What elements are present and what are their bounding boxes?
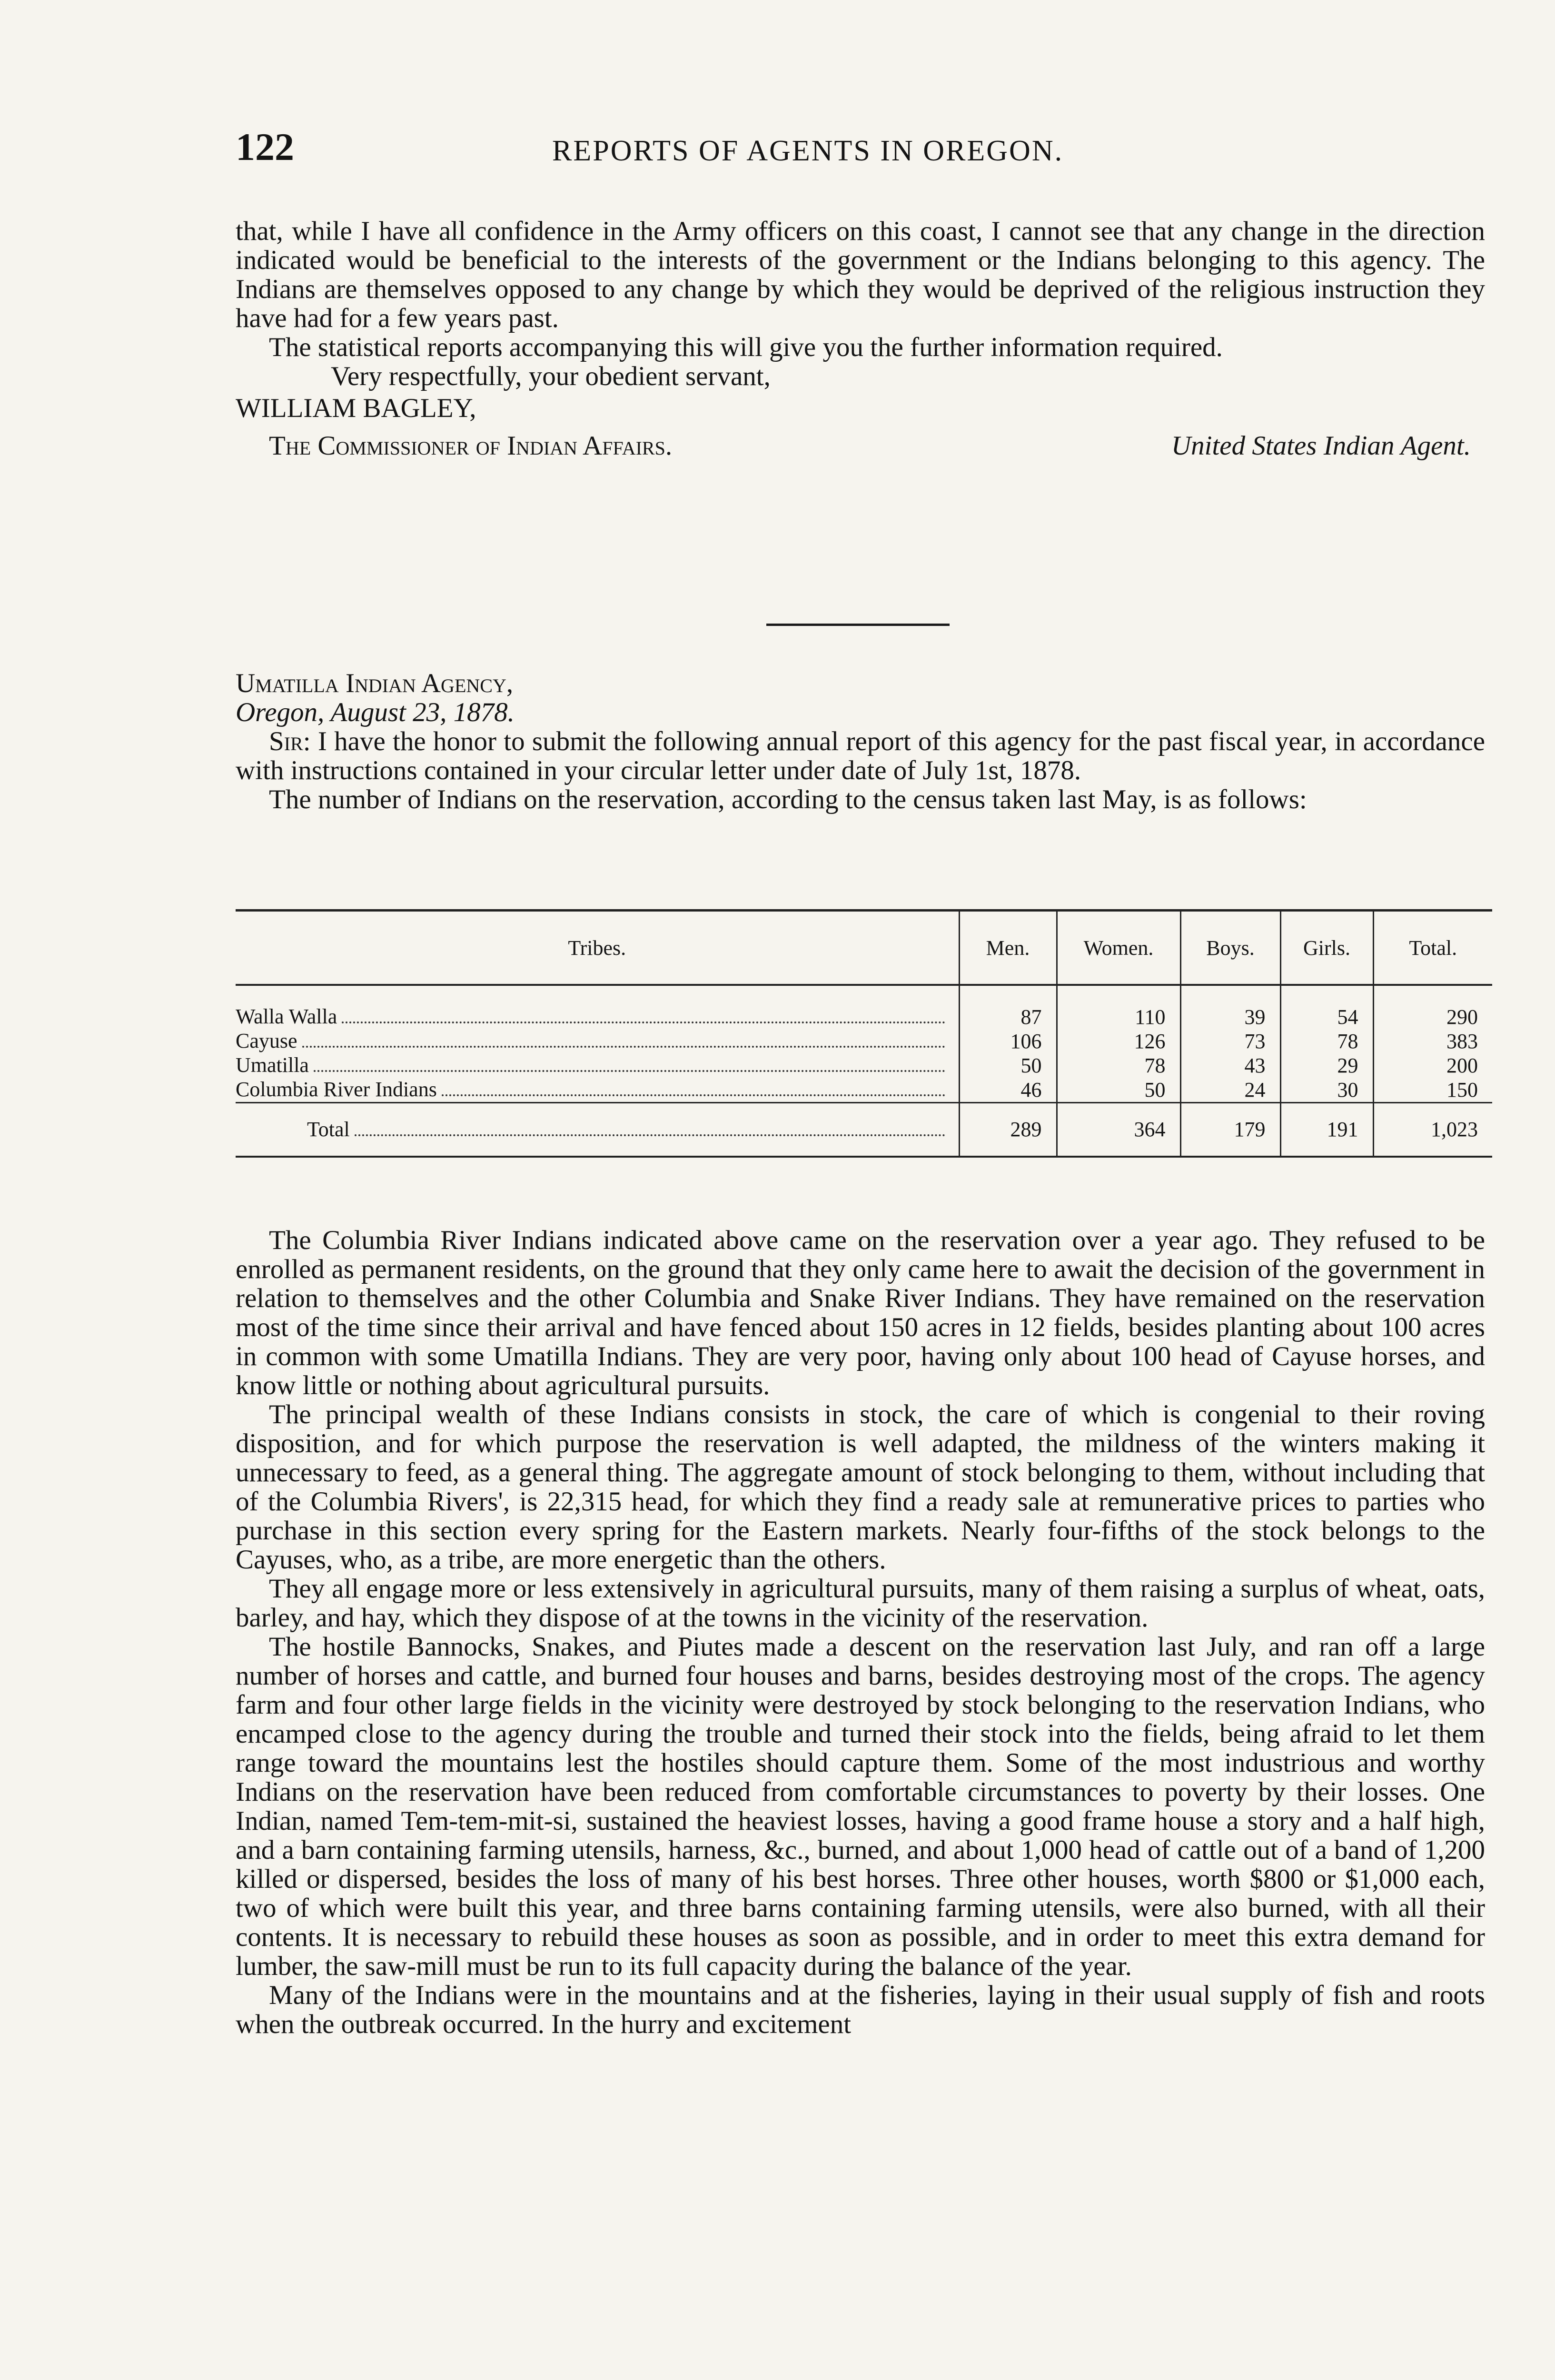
cell-boys: 24 [1180,1078,1280,1103]
cell-men: 50 [959,1053,1057,1078]
agency-name: Umatilla Indian Agency, [236,668,514,698]
dot-leader [342,1021,945,1023]
dot-leader [442,1094,945,1096]
header-tribes: Tribes. [568,936,626,960]
cell-boys: 39 [1180,1005,1280,1029]
header-men: Men. [959,911,1057,985]
cell-girls: 78 [1280,1029,1373,1053]
tribe-name: Columbia River Indians [236,1078,437,1101]
page-header [236,125,1485,177]
table-row [236,1029,1492,1053]
intro-text: I have the honor to submit the following annual report of this agency for the past fiscal year, in accordance with instructions contained in your circular letter under date of July 1st, 1878. [236,726,1486,785]
body-paragraph: The hostile Bannocks, Snakes, and Piutes made a descent on the reservation last July, and ran off a large number of horses and cattle, and burned four houses and barns, besides destroying most of the crops. The agency farm and four other large fields in the vicinity were destroyed by stock belonging to the reservation Indians, who encamped close to the agency during the trouble and turned their stock into the fields, being afraid to let them range toward the mountains lest the hostiles should capture them. Some of the most industrious and worthy Indians on the reservation have been reduced from comfortable circumstances to poverty by their losses. One Indian, named Tem-tem-mit-si, sustained the heaviest losses, having a good frame house a story and a half high, and a barn containing farming utensils, harness, &c., burned, and about 1,000 head of cattle out of a band of 1,200 killed or dispersed, besides the loss of many of his best horses. Three other houses, worth $800 or $1,000 each, two of which were built this year, and three barns containing farming utensils, were also burned, with all their contents. It is necessary to rebuild these houses as soon as possible, and in order to meet this extra demand for lumber, the saw-mill must be run to its full capacity during the balance of the year. [236,1632,1485,1981]
cell-girls: 54 [1280,1005,1373,1029]
header-women: Women. [1057,911,1180,985]
dot-leader [302,1046,945,1048]
total-women: 364 [1057,1103,1180,1157]
census-intro: The number of Indians on the reservation, according to the census taken last May, is as follows: [269,784,1307,814]
table-total-row [236,1103,1492,1157]
tribe-name: Cayuse [236,1029,297,1052]
cell-total: 383 [1373,1029,1492,1053]
cell-total: 150 [1373,1078,1492,1103]
salutation: Sir: [269,726,311,756]
report-body [236,1226,1485,2039]
cell-total: 200 [1373,1053,1492,1078]
section-divider [766,624,950,626]
census-table [236,909,1492,1158]
cell-girls: 30 [1280,1078,1373,1103]
tribe-name: Walla Walla [236,1005,337,1028]
total-label: Total [307,1117,350,1141]
dot-leader [355,1134,945,1136]
signature-name: WILLIAM BAGLEY, [236,393,476,423]
cell-women: 78 [1057,1053,1180,1078]
body-paragraph: The principal wealth of these Indians consists in stock, the care of which is congenial to their roving disposition, and for which purpose the reservation is well adapted, the mildness of the winters making it unnecessary to feed, as a general thing. The aggregate amount of stock belonging to them, without including that of the Columbia Rivers', is 22,315 head, for which they find a ready sale at remunerative prices to parties who purchase in this section every spring for the Eastern markets. Nearly four-fifths of the stock belongs to the Cayuses, who, as a tribe, are more energetic than the others. [236,1399,1485,1575]
tribe-name: Umatilla [236,1053,309,1077]
intro-paragraph [236,727,1485,785]
cell-women: 110 [1057,1005,1180,1029]
cell-men: 87 [959,1005,1057,1029]
cell-women: 50 [1057,1078,1180,1103]
letter-umatilla [236,669,1485,814]
body-paragraph: They all engage more or less extensively in agricultural pursuits, many of them raising a surplus of wheat, oats, barley, and hay, which they dispose of at the towns in the vicinity of the reservation. [236,1574,1485,1633]
cell-boys: 43 [1180,1053,1280,1078]
table-row [236,1078,1492,1103]
statistics-paragraph: The statistical reports accompanying this will give you the further information required. [269,332,1223,362]
addressee: The Commissioner of Indian Affairs. [269,431,673,461]
signature-title: United States Indian Agent. [1171,431,1471,461]
body-paragraph: The Columbia River Indians indicated above came on the reservation over a year ago. They refused to be enrolled as permanent residents, on the ground that they only came here to await the decision of the government in relation to themselves and the other Columbia and Snake River Indians. They have remained on the reservation most of the time since their arrival and have fenced about 150 acres in 12 fields, besides planting about 100 acres in common with some Umatilla Indians. They are very poor, having only about 100 head of Cayuse horses, and know little or nothing about agricultural pursuits. [236,1225,1485,1400]
header-boys: Boys. [1180,911,1280,985]
place-date: Oregon, August 23, 1878. [236,697,515,727]
total-boys: 179 [1180,1103,1280,1157]
dot-leader [314,1070,945,1072]
body-paragraph: Many of the Indians were in the mountains and at the fisheries, laying in their usual supply of fish and roots when the outbreak occurred. In the hurry and excitement [236,1980,1485,2039]
table-header-row [236,911,1492,985]
continued-paragraph: that, while I have all confidence in the Army officers on this coast, I cannot see that any change in the direction indicated would be beneficial to the interests of the government or the Indians belonging to this agency. The Indians are themselves opposed to any change by which they would be deprived of the religious instruction they have had for a few years past. [236,216,1485,333]
cell-boys: 73 [1180,1029,1280,1053]
table-spacer [236,985,1492,1005]
cell-girls: 29 [1280,1053,1373,1078]
letter-bagley [236,217,1485,460]
header-total: Total. [1373,911,1492,985]
cell-men: 106 [959,1029,1057,1053]
cell-men: 46 [959,1078,1057,1103]
total-girls: 191 [1280,1103,1373,1157]
header-girls: Girls. [1280,911,1373,985]
table-row [236,1005,1492,1029]
page-number: 122 [236,125,294,169]
total-men: 289 [959,1103,1057,1157]
running-title: REPORTS OF AGENTS IN OREGON. [552,135,1064,167]
cell-total: 290 [1373,1005,1492,1029]
cell-women: 126 [1057,1029,1180,1053]
total-total: 1,023 [1373,1103,1492,1157]
table-row [236,1053,1492,1078]
closing-line: Very respectfully, your obedient servant, [331,361,771,391]
